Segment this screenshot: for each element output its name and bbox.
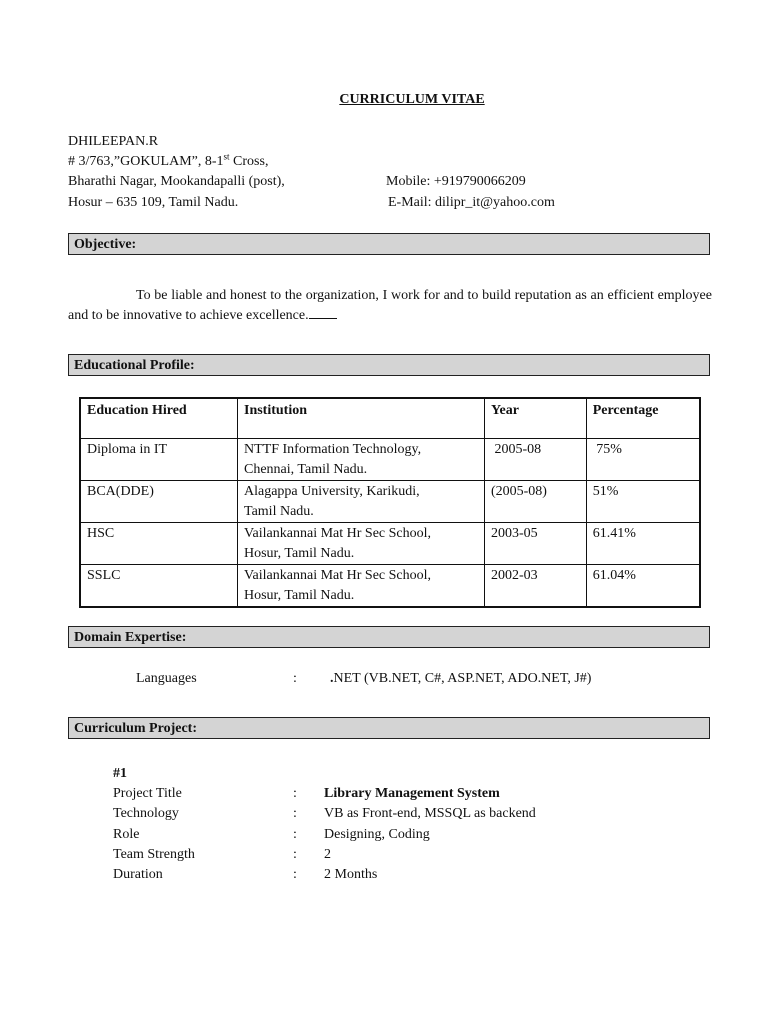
cell-year: 2005-08 [484,438,586,480]
underline-blank [309,306,337,319]
project-field-label: Project Title [113,786,182,801]
project-title-value: Library Management System [324,786,500,801]
objective-paragraph [68,286,712,326]
project-field-colon: : [293,786,297,801]
cell-percentage: 61.41% [586,522,700,564]
languages-colon: : [293,671,297,686]
cell-education: BCA(DDE) [80,480,238,522]
institution-line-2: Chennai, Tamil Nadu. [244,461,368,477]
project-field-label: Role [113,827,140,842]
address-line-2: Bharathi Nagar, Mookandapalli (post), [68,174,285,189]
column-header-education: Education Hired [80,398,238,438]
cell-institution [238,438,485,480]
column-header-year: Year [484,398,586,438]
mobile-number: Mobile: +919790066209 [386,174,526,189]
address-line-1 [68,152,268,172]
project-heading: Curriculum Project: [74,721,197,736]
cell-education: SSLC [80,564,238,607]
cell-percentage: 61.04% [586,564,700,607]
cell-year: 2003-05 [484,522,586,564]
project-section-header [68,717,710,739]
domain-section-header [68,626,710,648]
institution-line-2: Hosur, Tamil Nadu. [244,587,355,603]
cell-percentage: 75% [586,438,700,480]
project-field-label: Duration [113,867,163,882]
cell-institution [238,480,485,522]
address-line-1-end: Cross, [229,154,269,169]
project-team-strength-value: 2 [324,847,331,862]
institution-line-1: Alagappa University, Karikudi, [244,483,420,499]
address-ordinal-suffix: st [223,151,230,162]
languages-bullet: . [330,671,334,686]
project-field-label: Team Strength [113,847,195,862]
institution-line-1: NTTF Information Technology, [244,441,422,457]
cell-institution [238,564,485,607]
project-field-colon: : [293,806,297,821]
project-field-colon: : [293,847,297,862]
institution-line-2: Hosur, Tamil Nadu. [244,545,355,561]
project-field-colon: : [293,867,297,882]
table-row [80,522,700,564]
institution-line-1: Vailankannai Mat Hr Sec School, [244,567,432,583]
column-header-institution: Institution [238,398,485,438]
address-line-3: Hosur – 635 109, Tamil Nadu. [68,195,239,210]
domain-heading: Domain Expertise: [74,630,187,645]
objective-section-header [68,233,710,255]
languages-text: NET (VB.NET, C#, ASP.NET, ADO.NET, J#) [333,671,592,686]
cell-education: Diploma in IT [80,438,238,480]
project-role-value: Designing, Coding [324,827,430,842]
cell-percentage: 51% [586,480,700,522]
cell-year: 2002-03 [484,564,586,607]
cell-year: (2005-08) [484,480,586,522]
project-technology-value: VB as Front-end, MSSQL as backend [324,806,536,821]
project-field-label: Technology [113,806,179,821]
education-table [79,397,701,608]
project-field-colon: : [293,827,297,842]
cell-education: HSC [80,522,238,564]
table-row [80,438,700,480]
document-title: CURRICULUM VITAE [339,92,485,107]
cell-institution [238,522,485,564]
objective-heading: Objective: [74,237,137,252]
address-line-1-text: # 3/763,”GOKULAM”, 8-1 [68,154,224,169]
languages-label: Languages [136,671,197,686]
table-row [80,564,700,607]
institution-line-1: Vailankannai Mat Hr Sec School, [244,525,432,541]
education-heading: Educational Profile: [74,358,195,373]
column-header-percentage: Percentage [586,398,700,438]
table-row [80,480,700,522]
education-section-header [68,354,710,376]
objective-text: To be liable and honest to the organization, I work for and to build reputation as an efficient employee and to be innovative to achieve excellence. [68,288,712,323]
institution-line-2: Tamil Nadu. [244,503,314,519]
education-table-header-row [80,398,700,438]
email-address: E-Mail: dilipr_it@yahoo.com [388,195,555,210]
languages-value [330,669,591,689]
candidate-name: DHILEEPAN.R [68,134,159,149]
project-duration-value: 2 Months [324,867,378,882]
project-number: #1 [113,766,127,781]
